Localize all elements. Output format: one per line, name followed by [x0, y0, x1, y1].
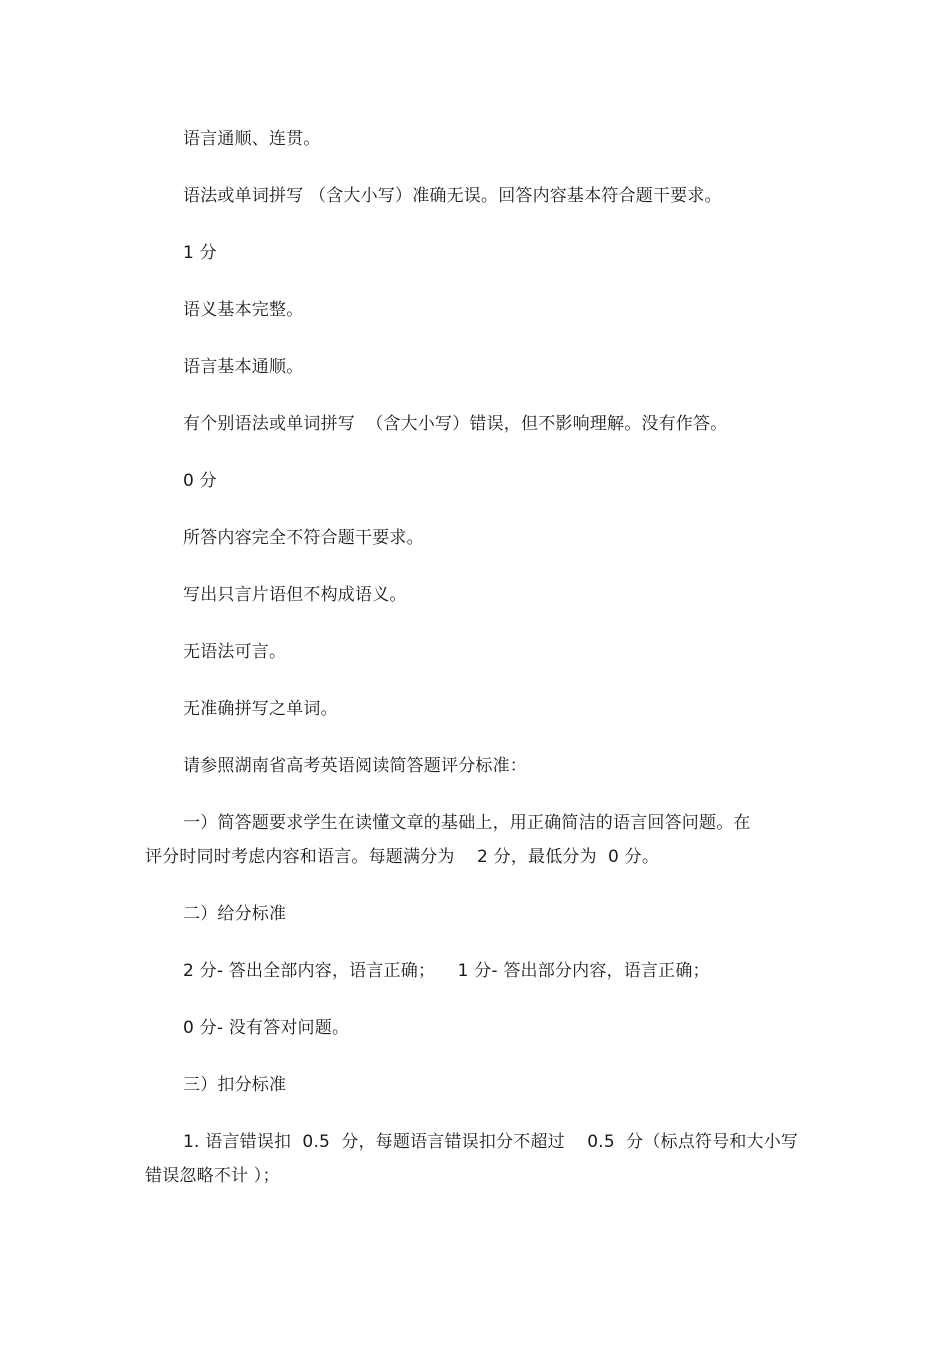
text-line: 0 分- 没有答对问题。 — [183, 1018, 350, 1038]
text-line: 语言基本通顺。 — [183, 357, 304, 377]
text-line: 二）给分标准 — [183, 904, 287, 924]
text-line: 请参照湖南省高考英语阅读简答题评分标准： — [183, 756, 527, 776]
text-line: 1. 语言错误扣 0.5 分，每题语言错误扣分不超过 0.5 分（标点符号和大小写 — [183, 1132, 799, 1152]
text-line: 无语法可言。 — [183, 642, 287, 662]
text-line: 1 分 — [183, 243, 217, 263]
text-line: 评分时同时考虑内容和语言。每题满分为 2 分，最低分为 0 分。 — [145, 847, 660, 867]
text-line: 无准确拼写之单词。 — [183, 699, 338, 719]
text-line: 三）扣分标准 — [183, 1075, 287, 1095]
text-line: 所答内容完全不符合题干要求。 — [183, 528, 424, 548]
text-line: 语言通顺、连贯。 — [183, 129, 321, 149]
text-line: 语义基本完整。 — [183, 300, 304, 320]
text-line: 语法或单词拼写 （含大小写）准确无误。回答内容基本符合题干要求。 — [183, 186, 722, 206]
text-line: 写出只言片语但不构成语义。 — [183, 585, 407, 605]
text-line: 一）简答题要求学生在读懂文章的基础上，用正确简洁的语言回答问题。在 — [183, 813, 751, 833]
text-line: 2 分- 答出全部内容，语言正确； 1 分- 答出部分内容，语言正确； — [183, 961, 710, 981]
text-line: 有个别语法或单词拼写 （含大小写）错误，但不影响理解。没有作答。 — [183, 414, 728, 434]
text-line: 错误忽略不计 ）； — [145, 1166, 280, 1186]
text-line: 0 分 — [183, 471, 217, 491]
